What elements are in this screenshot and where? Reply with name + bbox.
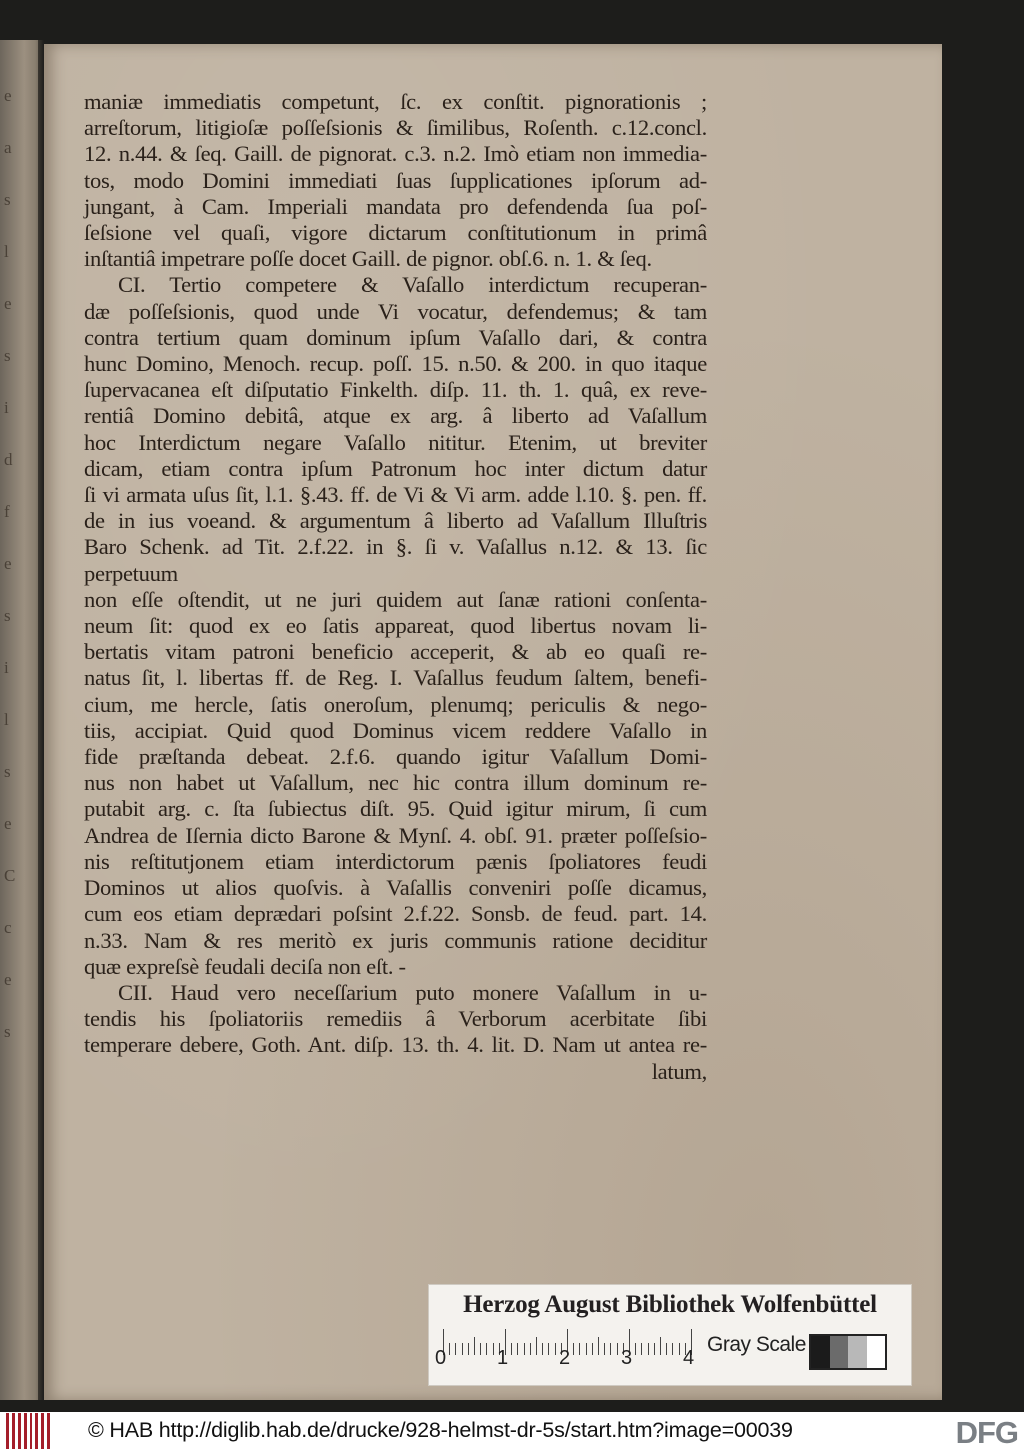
text-line: hunc Domino, Menoch. recup. poſſ. 15. n.50. & 200. in quo itaque bbox=[84, 351, 707, 377]
section-heading-CII: CII. Haud vero neceſſarium puto monere Vaſallum in u- bbox=[118, 979, 707, 1005]
text-line: Baro Schenk. ad Tit. 2.f.22. in §. ſi v. Vaſallus n.12. & 13. ſic perpetuum bbox=[84, 534, 707, 586]
ruler-number: 1 bbox=[497, 1347, 509, 1369]
dfg-logo: DFG bbox=[955, 1415, 1018, 1450]
text-line: arreſtorum, litigioſæ poſſeſsionis & ſimilibus, Roſenth. c.12.concl. bbox=[84, 115, 707, 141]
text-line: rentiâ Domino debitâ, atque ex arg. â liberto ad Vaſallum bbox=[84, 403, 707, 429]
text-line: cium, me hercle, ſatis oneroſum, plenumq; periculis & nego- bbox=[84, 691, 707, 717]
text-line: non eſſe oſtendit, ut ne juri quidem aut ſanæ rationi conſenta- bbox=[84, 586, 707, 612]
ruler-numbers bbox=[435, 1347, 725, 1373]
text-line: dicam, etiam contra ipſum Patronum hoc inter dictum datur bbox=[84, 455, 707, 481]
gray-scale-swatches bbox=[809, 1334, 887, 1370]
text-line: neum ſit: quod ex eo ſatis appareat, quod libertus novam li- bbox=[84, 613, 707, 639]
text-line: temperare debere, Goth. Ant. diſp. 13. th. 4. lit. D. Nam ut antea re- bbox=[84, 1032, 707, 1058]
gray-swatch bbox=[830, 1336, 849, 1368]
text-line: bertatis vitam patroni beneficio acceperit, & ab eo quaſi re- bbox=[84, 639, 707, 665]
text-line: ſupervacanea eſt diſputatio Finkelth. diſp. 11. th. 1. quâ, ex reve- bbox=[84, 377, 707, 403]
adjacent-page-text-fragments: e a s l e s i d f e s i l s e C c e s bbox=[4, 86, 16, 1041]
library-name: Herzog August Bibliothek Wolfenbüttel bbox=[463, 1291, 877, 1318]
text-line: inſtantiâ impetrare poſſe docet Gaill. de pignor. obſ.6. n. 1. & ſeq. bbox=[84, 246, 652, 272]
text-line: tendis his ſpoliatoriis remediis â Verborum acerbitate ſibi bbox=[84, 1006, 707, 1032]
text-line: Andrea de Iſernia dicto Barone & Mynſ. 4. obſ. 91. præter poſſeſsio- bbox=[84, 822, 707, 848]
catchword: latum, bbox=[651, 1058, 707, 1084]
copyright-url-link[interactable]: © HAB http://diglib.hab.de/drucke/928-helmst-dr-5s/start.htm?image=00039 bbox=[88, 1418, 793, 1442]
gray-swatch bbox=[811, 1336, 830, 1368]
text-line: tos, modo Domini immediati ſuas ſupplicationes ipſorum ad- bbox=[84, 167, 707, 193]
text-line: natus ſit, l. libertas ff. de Reg. I. Vaſallus feudum ſaltem, benefi- bbox=[84, 665, 707, 691]
ruler-number: 2 bbox=[559, 1347, 571, 1369]
text-line: tiis, accipiat. Quid quod Dominus vicem reddere Vaſallo in bbox=[84, 717, 707, 743]
hab-logo-icon bbox=[6, 1413, 50, 1449]
text-line: jungant, à Cam. Imperiali mandata pro defendenda ſua poſ- bbox=[84, 193, 707, 219]
text-line: n.33. Nam & res meritò ex juris communis ratione deciditur bbox=[84, 927, 707, 953]
scanned-page bbox=[44, 44, 942, 1400]
page-text-block bbox=[84, 89, 707, 1085]
adjacent-page-edge bbox=[0, 40, 44, 1400]
gray-swatch bbox=[848, 1336, 867, 1368]
text-line: quæ expreſsè feudali deciſa non eſt. - bbox=[84, 953, 406, 979]
text-line: putabit arg. c. ſta ſubiectus diſt. 95. Quid igitur mirum, ſi cum bbox=[84, 796, 707, 822]
text-line: contra tertium quam dominum ipſum Vaſallo dari, & contra bbox=[84, 324, 707, 350]
ruler-number: 0 bbox=[435, 1347, 447, 1369]
text-line: 12. n.44. & ſeq. Gaill. de pignorat. c.3. n.2. Imò etiam non immedia- bbox=[84, 141, 707, 167]
text-line: hoc Interdictum negare Vaſallo nititur. Etenim, ut breviter bbox=[84, 429, 707, 455]
section-heading-CI: CI. Tertio competere & Vaſallo interdictum recuperan- bbox=[118, 272, 707, 298]
text-line: ſi vi armata uſus ſit, l.1. §.43. ff. de Vi & Vi arm. adde l.10. §. pen. ff. bbox=[84, 482, 707, 508]
text-line: ſeſsione vel quaſi, vigore dictarum conſtitutionum in primâ bbox=[84, 220, 707, 246]
text-line: dæ poſſeſsionis, quod unde Vi vocatur, defendemus; & tam bbox=[84, 298, 707, 324]
ruler-number: 4 bbox=[683, 1347, 695, 1369]
gray-scale-label: Gray Scale bbox=[707, 1333, 806, 1356]
ruler-number: 3 bbox=[621, 1347, 633, 1369]
text-line: Dominos ut alios quoſvis. à Vaſallis conveniri poſſe dicamus, bbox=[84, 875, 707, 901]
text-line: fide præſtanda debeat. 2.f.6. quando igitur Vaſallum Domi- bbox=[84, 744, 707, 770]
text-line: nis reſtitutjonem etiam interdictorum pænis ſpoliatores feudi bbox=[84, 848, 707, 874]
color-calibration-card bbox=[428, 1284, 912, 1386]
text-line: maniæ immediatis competunt, ſc. ex conſtit. pignorationis ; bbox=[84, 89, 707, 114]
text-line: nus non habet ut Vaſallum, nec hic contra illum dominum re- bbox=[84, 770, 707, 796]
text-line: cum eos etiam deprædari poſsint 2.f.22. Sonsb. de feud. part. 14. bbox=[84, 901, 707, 927]
text-line: de in ius voeand. & argumentum â liberto ad Vaſallum Illuſtris bbox=[84, 508, 707, 534]
gray-swatch bbox=[867, 1336, 886, 1368]
viewer-footer bbox=[0, 1412, 1024, 1452]
